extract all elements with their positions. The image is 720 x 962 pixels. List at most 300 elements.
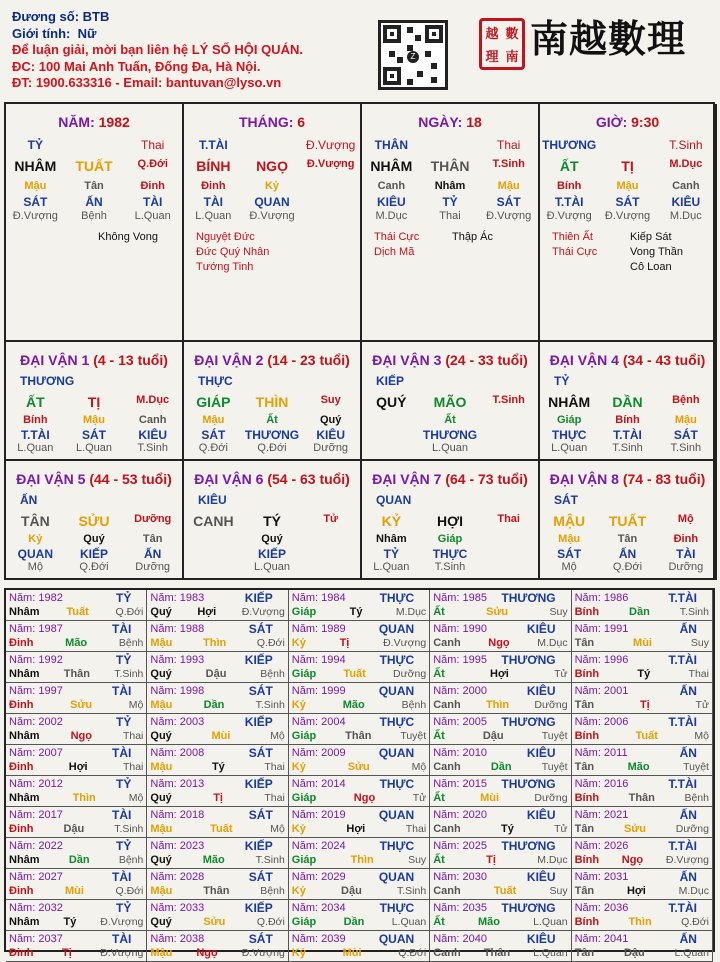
year-label: Năm: 2026 — [574, 840, 629, 852]
year-bottom-line — [433, 667, 567, 681]
year-branch: Thìn — [628, 916, 652, 928]
year-ten-god: THỰC — [379, 839, 415, 853]
stem-branch-row — [6, 394, 182, 410]
hstates-item: Dưỡng — [668, 561, 704, 573]
year-stem: Đinh — [9, 885, 34, 897]
year-bottom-line — [575, 884, 709, 898]
life-stage: Thai — [141, 138, 165, 152]
year-stem: Canh — [433, 947, 461, 959]
year-label: Năm: 1990 — [433, 623, 487, 635]
year-bottom-line — [150, 853, 284, 867]
dai-van-title — [184, 352, 360, 368]
year-bottom-line — [433, 698, 567, 712]
heavenly-stem: KỶ — [381, 513, 402, 529]
hgods-item — [479, 428, 538, 442]
year-ten-god: TÀI — [112, 870, 132, 884]
year-state: Q.Đới — [398, 947, 427, 959]
year-cell — [572, 714, 713, 745]
year-label: Năm: 2001 — [574, 685, 629, 697]
hidden-item: Kỷ — [264, 180, 280, 192]
year-cell — [6, 931, 147, 962]
year-label: Năm: 1983 — [150, 592, 205, 604]
year-stem: Kỷ — [291, 823, 306, 835]
year-stem: Kỷ — [291, 885, 306, 897]
hstates-item: L.Quan — [134, 210, 171, 222]
year-bottom-line — [292, 698, 426, 712]
year-bottom-line — [433, 822, 567, 836]
year-branch: Thìn — [203, 637, 227, 649]
year-ten-god: QUAN — [378, 932, 415, 946]
year-state: Q.Đới — [681, 916, 709, 928]
year-label: Năm: 2006 — [574, 716, 629, 728]
hidden-item: Đinh — [673, 533, 699, 545]
hgods-item: ẤN — [144, 547, 162, 561]
hgods-item: T.TÀI — [21, 428, 50, 442]
note: Tướng Tinh — [196, 261, 254, 273]
hgods-item: TỶ — [383, 547, 399, 561]
pillar-title-label: NGÀY: — [418, 114, 463, 130]
year-label: Năm: 2024 — [291, 840, 346, 852]
year-top-line — [575, 839, 709, 853]
year-branch: Dần — [68, 854, 90, 866]
year-top-line — [9, 715, 143, 729]
hgods-item: KIẾP — [80, 547, 109, 561]
hidden-hidden-row — [540, 533, 715, 545]
year-bottom-line — [9, 884, 143, 898]
year-top-line — [292, 870, 426, 884]
year-top-line — [292, 653, 426, 667]
pillar-3 — [540, 104, 717, 342]
hidden-item: Mậu — [674, 414, 697, 426]
contact-invite: Để luận giải, mời bạn liên hệ LÝ SỐ HỘI QUÁN. — [12, 42, 303, 58]
year-label: Năm: 2020 — [433, 809, 487, 821]
year-bottom-line — [575, 760, 709, 774]
year-top-line — [433, 870, 567, 884]
year-label: Năm: 1992 — [9, 654, 63, 666]
hstates-item — [479, 442, 538, 454]
hstates-item: Mộ — [561, 561, 577, 573]
year-bottom-line — [9, 729, 143, 743]
year-top-line — [575, 591, 709, 605]
year-state: Bệnh — [260, 885, 285, 897]
dai-van-label: ĐẠI VẬN 3 — [372, 352, 442, 368]
year-top-line — [292, 932, 426, 946]
year-state: T.Sinh — [114, 823, 144, 835]
year-cell — [147, 869, 288, 900]
year-branch: Ngọ — [353, 792, 376, 804]
hidden-hgods-row — [6, 547, 182, 561]
year-label: Năm: 1987 — [9, 623, 63, 635]
year-stem: Canh — [433, 823, 461, 835]
year-top-line — [9, 839, 143, 853]
dai-van-range: (4 - 13 tuổi) — [93, 352, 168, 368]
hidden-hstates-row — [362, 442, 538, 454]
stem-branch-row — [184, 513, 360, 529]
year-state: Đ.Vượng — [383, 637, 427, 649]
year-branch: Mão — [342, 699, 365, 711]
logo-seal: 越 數 理 南 — [479, 18, 525, 70]
year-cell — [430, 683, 571, 714]
hidden-hgods-row — [184, 547, 360, 561]
year-ten-god: QUAN — [378, 684, 415, 698]
stem-branch-row — [184, 158, 360, 174]
pillar-1 — [184, 104, 362, 342]
year-bottom-line — [150, 667, 284, 681]
year-bottom-line — [292, 791, 426, 805]
year-top-line — [292, 808, 426, 822]
year-stem: Bính — [574, 916, 600, 928]
hidden-item: Giáp — [437, 533, 463, 545]
year-label: Năm: 1985 — [433, 592, 487, 604]
year-state: Q.Đới — [256, 637, 285, 649]
hidden-item: Mậu — [558, 533, 581, 545]
heavenly-stem: NHÂM — [548, 394, 591, 410]
year-state: Tuyệt — [541, 761, 568, 773]
year-ten-god: KIẾP — [244, 653, 273, 667]
dai-van-label: ĐẠI VẬN 1 — [20, 352, 90, 368]
hstates-item: L.Quan — [195, 210, 232, 222]
year-ten-god: TỶ — [116, 777, 132, 791]
note: Thái Cực — [552, 246, 598, 258]
year-bottom-line — [292, 729, 426, 743]
year-top-line — [433, 901, 567, 915]
hidden-item: Đinh — [201, 180, 226, 192]
stem-branch-row — [540, 158, 715, 174]
year-cell — [289, 807, 430, 838]
year-stem: Quý — [150, 854, 172, 866]
year-label: Năm: 2019 — [291, 809, 346, 821]
year-stem: Giáp — [291, 606, 317, 618]
year-top-line — [150, 870, 284, 884]
year-top-line — [9, 622, 143, 636]
year-cell — [430, 714, 571, 745]
year-top-line — [150, 839, 284, 853]
dai-van-label: ĐẠI VẬN 7 — [372, 471, 442, 487]
stem-state: Tử — [323, 513, 339, 525]
year-state: Mộ — [270, 730, 285, 742]
hstates-item: Bệnh — [81, 210, 107, 222]
year-label: Năm: 2022 — [9, 840, 63, 852]
stem-state: T.Sinh — [492, 394, 525, 406]
year-ten-god: TÀI — [112, 622, 132, 636]
year-ten-god: QUAN — [378, 808, 415, 822]
pillar-title — [184, 114, 360, 130]
year-branch: Thân — [345, 730, 372, 742]
year-top-line — [150, 715, 284, 729]
hidden-hidden-row — [184, 180, 360, 192]
hstates-item — [362, 442, 421, 454]
hgods-item: SÁT — [82, 428, 106, 442]
year-cell — [6, 869, 147, 900]
earthly-branch: TÝ — [263, 513, 281, 529]
year-ten-god: KIÊU — [526, 746, 556, 760]
year-top-line — [433, 715, 567, 729]
year-branch: Sửu — [486, 606, 509, 618]
hgods-item: KIÊU — [138, 428, 168, 442]
year-stem: Kỷ — [291, 947, 306, 959]
year-ten-god: KIÊU — [526, 808, 556, 822]
year-bottom-line — [150, 760, 284, 774]
year-bottom-line — [292, 946, 426, 960]
hidden-item — [479, 414, 538, 426]
year-cell — [572, 652, 713, 683]
life-stage: T.Sinh — [669, 138, 703, 152]
year-state: Suy — [408, 854, 427, 866]
year-bottom-line — [9, 636, 143, 650]
year-cell — [430, 900, 571, 931]
hidden-hgods-row — [362, 195, 538, 209]
hidden-hgods-row — [362, 547, 538, 561]
stem-state: Q.Đới — [137, 158, 168, 170]
year-bottom-line — [9, 791, 143, 805]
year-label: Năm: 2040 — [433, 933, 487, 945]
hstates-item — [301, 561, 360, 573]
hgods-item — [184, 547, 243, 561]
year-state: Thai — [405, 823, 427, 835]
year-bottom-line — [292, 605, 426, 619]
year-state: Thai — [688, 668, 709, 680]
year-label: Năm: 2000 — [433, 685, 487, 697]
year-ten-god: THƯƠNG — [501, 777, 556, 791]
year-cell — [6, 807, 147, 838]
year-label: Năm: 2009 — [291, 747, 346, 759]
year-state: Tuyệt — [683, 761, 709, 773]
year-top-line — [150, 746, 284, 760]
year-label: Năm: 2041 — [574, 933, 629, 945]
notes-right — [452, 230, 493, 245]
hidden-hgods-row — [362, 428, 538, 442]
year-cell — [289, 621, 430, 652]
year-ten-god: ẤN — [679, 870, 697, 884]
year-label: Năm: 2027 — [9, 871, 63, 883]
year-branch: Tuất — [66, 606, 89, 618]
year-cell — [572, 807, 713, 838]
year-cell — [147, 683, 288, 714]
year-cell — [572, 900, 713, 931]
year-ten-god: T.TÀI — [668, 777, 697, 791]
year-stem: Đinh — [9, 823, 34, 835]
year-cell — [147, 931, 288, 962]
year-state: L.Quan — [533, 947, 568, 959]
year-cell — [6, 683, 147, 714]
year-stem: Quý — [150, 916, 172, 928]
year-ten-god: THỰC — [379, 653, 415, 667]
year-ten-god: THƯƠNG — [501, 591, 556, 605]
hidden-hgods-row — [540, 195, 715, 209]
year-cell — [147, 838, 288, 869]
year-ten-god: TÀI — [112, 746, 132, 760]
year-cell — [147, 745, 288, 776]
note: Nguyệt Đức — [196, 231, 255, 243]
year-bottom-line — [575, 915, 709, 929]
note: Cô Loan — [630, 261, 672, 273]
year-cell — [289, 869, 430, 900]
year-branch: Dậu — [205, 668, 227, 680]
hidden-hstates-row — [6, 210, 182, 222]
year-top-line — [150, 777, 284, 791]
ten-god-row — [6, 138, 182, 152]
stem-state: M.Dục — [136, 394, 170, 406]
year-branch: Dậu — [623, 947, 645, 959]
year-bottom-line — [433, 636, 567, 650]
year-bottom-line — [150, 822, 284, 836]
year-branch: Tị — [486, 854, 496, 866]
year-ten-god: SÁT — [248, 932, 273, 946]
hstates-item: Đ.Vượng — [12, 210, 58, 222]
year-cell — [430, 931, 571, 962]
pillar-title — [362, 114, 538, 130]
year-branch: Ngọ — [70, 730, 92, 742]
year-state: Thai — [122, 730, 144, 742]
year-state: Mộ — [270, 823, 285, 835]
year-top-line — [9, 746, 143, 760]
year-branch: Mùi — [65, 885, 84, 897]
hstates-item — [301, 210, 360, 222]
hidden-hidden-row — [6, 414, 182, 426]
gender-line: Giới tính: Nữ — [12, 25, 97, 41]
hgods-item: THƯƠNG — [422, 428, 478, 442]
dai-van-god: ẤN — [20, 493, 38, 507]
year-top-line — [575, 777, 709, 791]
year-label: Năm: 1995 — [433, 654, 487, 666]
year-top-line — [575, 653, 709, 667]
ten-god-row — [540, 138, 715, 152]
year-bottom-line — [433, 729, 567, 743]
year-state: Suy — [549, 606, 568, 618]
year-ten-god: THỰC — [379, 715, 415, 729]
year-branch: Sửu — [623, 823, 646, 835]
year-top-line — [292, 839, 426, 853]
year-stem: Mậu — [150, 947, 173, 959]
year-branch: Mão — [477, 916, 500, 928]
year-branch: Sửu — [347, 761, 370, 773]
year-cell — [289, 714, 430, 745]
year-top-line — [150, 591, 284, 605]
hgods-item: ẤN — [85, 195, 103, 209]
hidden-hidden-row — [6, 533, 182, 545]
hgods-item: TÀI — [676, 547, 696, 561]
year-stem: Bính — [574, 606, 600, 618]
year-bottom-line — [433, 915, 567, 929]
ten-god: T.TÀI — [199, 138, 228, 152]
ten-god: THÂN — [374, 138, 408, 152]
year-label: Năm: 1982 — [9, 592, 63, 604]
year-bottom-line — [292, 760, 426, 774]
hstates-item: Dưỡng — [313, 442, 349, 454]
earthly-branch: HỢI — [437, 513, 463, 529]
year-state: Thai — [264, 761, 285, 773]
year-cell — [289, 838, 430, 869]
dai-van-4 — [540, 342, 717, 461]
pillar-title-value: 6 — [297, 114, 306, 130]
dai-van-label: ĐẠI VẬN 2 — [194, 352, 264, 368]
qr-code[interactable] — [378, 20, 448, 90]
hidden-hstates-row — [540, 442, 715, 454]
year-branch: Dần — [629, 606, 650, 618]
year-branch: Ngọ — [621, 854, 644, 866]
year-cell — [572, 745, 713, 776]
heavenly-stem: ẤT — [26, 394, 45, 410]
hgods-item: SÁT — [201, 428, 226, 442]
hgods-item: SÁT — [23, 195, 48, 209]
year-state: M.Dục — [537, 854, 568, 866]
year-branch: Tý — [63, 916, 77, 928]
hstates-item: L.Quan — [17, 442, 54, 454]
hidden-hstates-row — [362, 561, 538, 573]
year-bottom-line — [433, 884, 567, 898]
year-label: Năm: 2005 — [433, 716, 487, 728]
year-stem: Nhâm — [9, 792, 40, 804]
year-ten-god: KIẾP — [244, 591, 273, 605]
year-label: Năm: 2021 — [574, 809, 629, 821]
hstates-item: Q.Đới — [79, 561, 109, 573]
year-label: Năm: 2039 — [291, 933, 346, 945]
year-label: Năm: 2033 — [150, 902, 205, 914]
dai-van-label: ĐẠI VẬN 5 — [16, 471, 86, 487]
dai-van-range: (54 - 63 tuổi) — [267, 471, 350, 487]
year-cell — [572, 869, 713, 900]
year-branch: Hợi — [68, 761, 88, 773]
year-label: Năm: 2004 — [291, 716, 346, 728]
year-branch: Thìn — [485, 699, 510, 711]
dai-van-title — [540, 352, 715, 368]
hgods-item: THỰC — [551, 428, 587, 442]
hstates-item: T.Sinh — [434, 561, 466, 573]
year-bottom-line — [9, 853, 143, 867]
year-ten-god: THỰC — [379, 591, 415, 605]
year-stem: Đinh — [9, 699, 34, 711]
year-ten-god: T.TÀI — [668, 653, 697, 667]
year-state: Đ.Vượng — [665, 854, 709, 866]
year-cell — [430, 590, 571, 621]
hidden-item: Quý — [319, 414, 342, 426]
year-bottom-line — [150, 791, 284, 805]
year-ten-god: THƯƠNG — [501, 715, 556, 729]
year-state: Tử — [412, 792, 427, 804]
stem-branch-row — [362, 394, 538, 410]
year-state: Bệnh — [118, 854, 144, 866]
hgods-item: TÀI — [203, 195, 223, 209]
heavenly-stem: TÂN — [20, 513, 50, 529]
hgods-item: KIẾP — [258, 547, 287, 561]
year-top-line — [150, 901, 284, 915]
hidden-item: Tân — [617, 533, 638, 545]
stem-state: M.Dục — [669, 158, 703, 170]
year-label: Năm: 2015 — [433, 778, 487, 790]
year-ten-god: TÀI — [112, 684, 132, 698]
year-top-line — [575, 746, 709, 760]
hidden-hgods-row — [6, 195, 182, 209]
year-top-line — [9, 901, 143, 915]
year-branch: Dần — [203, 699, 225, 711]
year-bottom-line — [433, 760, 567, 774]
hidden-hstates-row — [184, 442, 360, 454]
earthly-branch: TỊ — [87, 394, 101, 410]
year-stem: Nhâm — [9, 916, 40, 928]
year-label: Năm: 1996 — [574, 654, 629, 666]
year-cell — [6, 838, 147, 869]
hidden-item: Mậu — [616, 180, 639, 192]
dai-van-god: KIÊU — [198, 493, 227, 507]
hstates-item: L.Quan — [551, 442, 588, 454]
pillar-title — [6, 114, 182, 130]
year-branch: Tuất — [210, 823, 233, 835]
year-label: Năm: 1999 — [291, 685, 346, 697]
year-state: Tuyệt — [400, 730, 427, 742]
year-bottom-line — [150, 729, 284, 743]
year-branch: Tý — [211, 761, 225, 773]
dai-van-label: ĐẠI VẬN 6 — [194, 471, 264, 487]
